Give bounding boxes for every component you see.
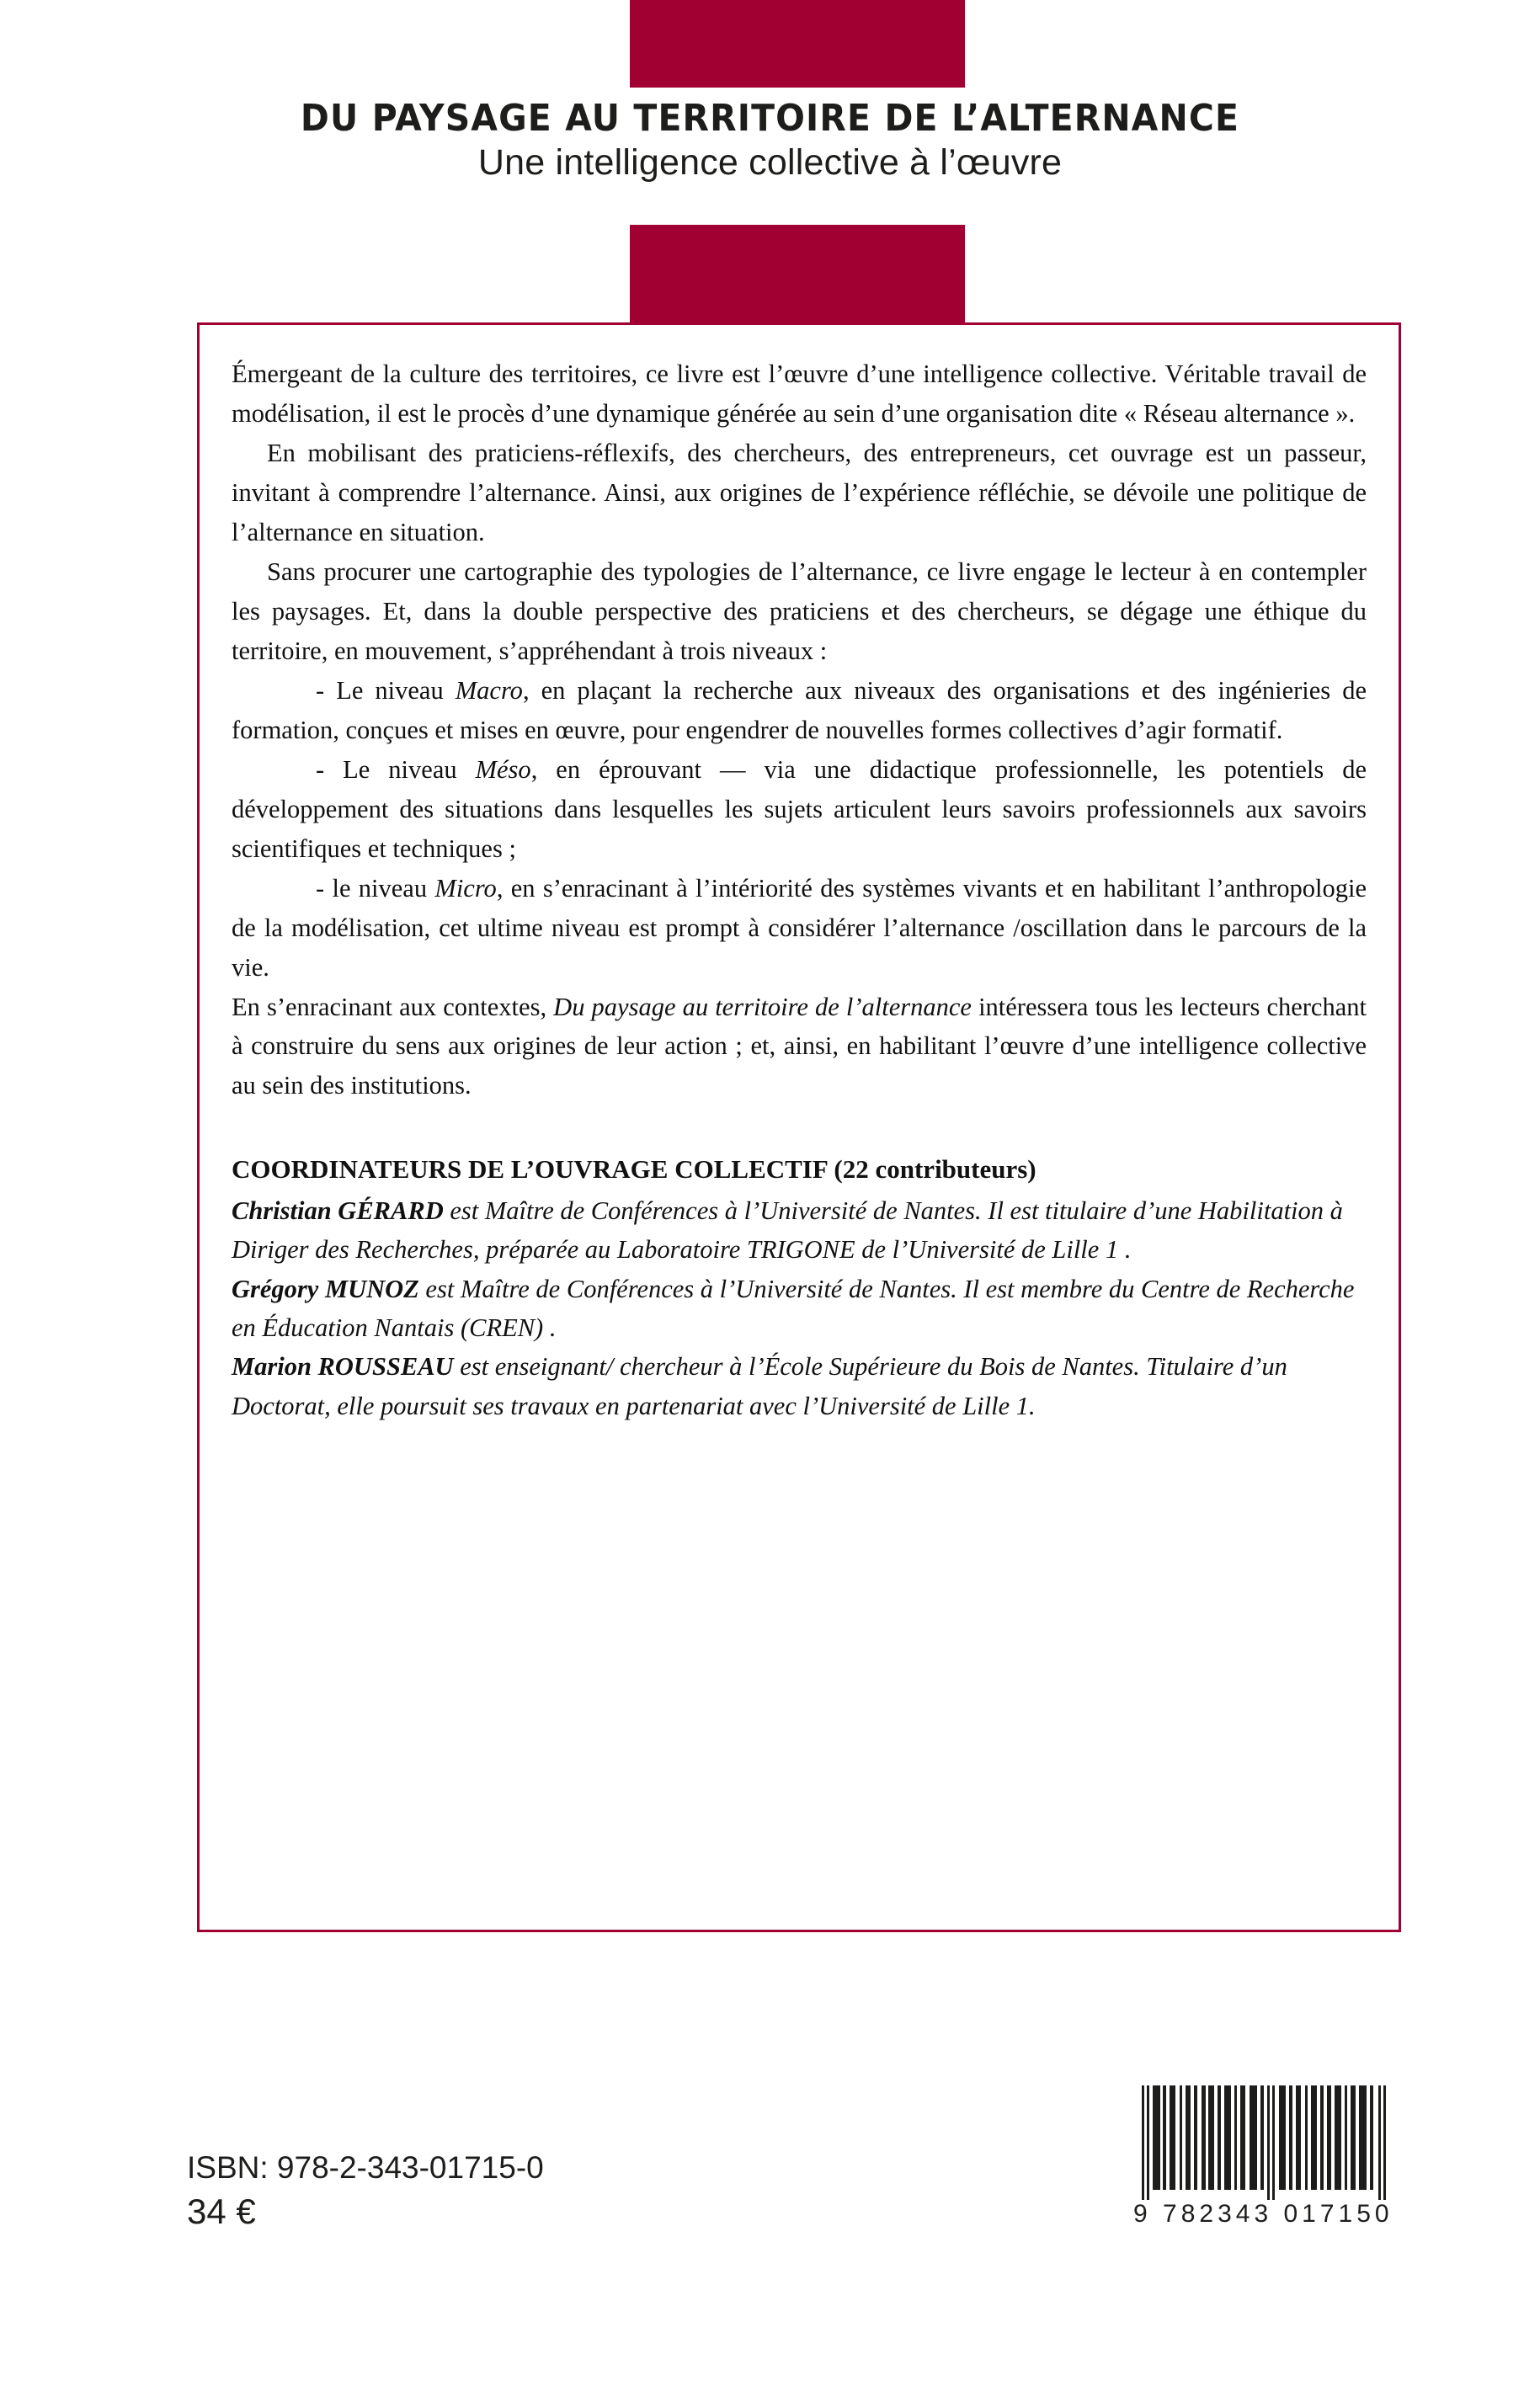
closing-book-title: Du paysage au territoire de l’alternance xyxy=(553,992,972,1021)
isbn-text: ISBN: 978-2-343-01715-0 xyxy=(187,2150,544,2185)
level-micro-prefix: - le niveau xyxy=(316,873,435,903)
blurb-closing-paragraph xyxy=(232,988,1367,1106)
closing-before: En s’enracinant aux contextes, xyxy=(232,992,554,1021)
level-micro-emphasis: Micro xyxy=(434,873,497,903)
barcode-block xyxy=(1127,2084,1404,2229)
blurb-box xyxy=(197,322,1401,1932)
level-micro-rest: , en s’enracinant à l’intériorité des systèmes vivants et en habilitant l’anthropologie de la modélisation, cet ultime niveau est prompt à considérer l’alternance /oscillation dans le parcours de la vie. xyxy=(232,873,1367,982)
barcode-icon xyxy=(1127,2084,1404,2202)
barcode-number: 9 782343 017150 xyxy=(1133,2200,1393,2228)
level-macro-emphasis: Macro xyxy=(455,675,523,705)
level-meso xyxy=(232,750,1367,869)
coordinator-name-gerard: Christian GÉRARD xyxy=(232,1196,444,1225)
level-meso-rest: , en éprouvant — via une didactique professionnelle, les potentiels de développement des situations dans lesquelles les sujets articulent leurs savoirs professionnels aux savoirs scientifiques et techniques ; xyxy=(232,754,1367,863)
level-macro xyxy=(232,671,1367,750)
closing-after: intéressera tous les lecteurs cherchant à construire du sens aux origines de leur action ; et, ainsi, en habilitant l’œuvre d’une intelligence collective au sein des institutions. xyxy=(232,992,1367,1100)
coordinators-heading: COORDINATEURS DE L’OUVRAGE COLLECTIF (22 contributeurs) xyxy=(232,1154,1036,1185)
price-text: 34 € xyxy=(187,2192,256,2232)
isbn-price-block xyxy=(187,2149,544,2233)
accent-block-middle xyxy=(630,225,965,326)
coordinator-text-rousseau: est enseignant/ chercheur à l’École Supérieure du Bois de Nantes. Titulaire d’un Doctorat, elle poursuit ses travaux en partenariat avec l’Université de Lille 1. xyxy=(232,1352,1287,1420)
level-meso-emphasis: Méso xyxy=(475,754,531,784)
coordinator-text-gerard: est Maître de Conférences à l’Université de Nantes. Il est titulaire d’une Habilitation à Diriger des Recherches, préparée au Laboratoire TRIGONE de l’Université de Lille 1 . xyxy=(232,1196,1343,1265)
accent-block-top xyxy=(630,0,965,88)
blurb-paragraph-2: En mobilisant des praticiens-réflexifs, des chercheurs, des entrepreneurs, cet ouvrage est un passeur, invitant à comprendre l’alternance. Ainsi, aux origines de l’expérience réfléchie, se dévoile une politique de l’alternance en situation. xyxy=(232,438,1367,546)
blurb-content xyxy=(200,325,1399,1425)
title-area xyxy=(0,99,1540,183)
coordinators-section xyxy=(232,1151,1367,1425)
book-title: DU PAYSAGE AU TERRITOIRE DE L’ALTERNANCE xyxy=(300,97,1240,140)
coordinator-bio-rousseau xyxy=(232,1347,1367,1425)
level-macro-rest: , en plaçant la recherche aux niveaux des organisations et des ingénieries de formation, conçues et mises en œuvre, pour engendrer de nouvelles formes collectives d’agir formatif. xyxy=(232,675,1367,744)
coordinator-name-rousseau: Marion ROUSSEAU xyxy=(232,1352,454,1382)
coordinator-text-munoz: est Maître de Conférences à l’Université de Nantes. Il est membre du Centre de Recherche en Éducation Nantais (CREN) . xyxy=(232,1274,1355,1342)
blurb-paragraph-3: Sans procurer une cartographie des typologies de l’alternance, ce livre engage le lecteur à en contempler les paysages. Et, dans la double perspective des praticiens et des chercheurs, se dégage une éthique du territoire, en mouvement, s’appréhendant à trois niveaux : xyxy=(232,557,1367,665)
book-subtitle: Une intelligence collective à l’œuvre xyxy=(477,142,1063,184)
level-micro xyxy=(232,869,1367,988)
level-meso-prefix: - Le niveau xyxy=(316,754,476,784)
coordinator-name-munoz: Grégory MUNOZ xyxy=(232,1274,419,1303)
coordinator-bio-munoz xyxy=(232,1270,1367,1348)
level-macro-prefix: - Le niveau xyxy=(316,675,456,705)
coordinator-bio-gerard xyxy=(232,1191,1367,1270)
blurb-paragraph-1: Émergeant de la culture des territoires, ce livre est l’œuvre d’une intelligence collective. Véritable travail de modélisation, il est le procès d’une dynamique générée au sein d’une organisation dite « Réseau alternance ». xyxy=(232,359,1367,428)
